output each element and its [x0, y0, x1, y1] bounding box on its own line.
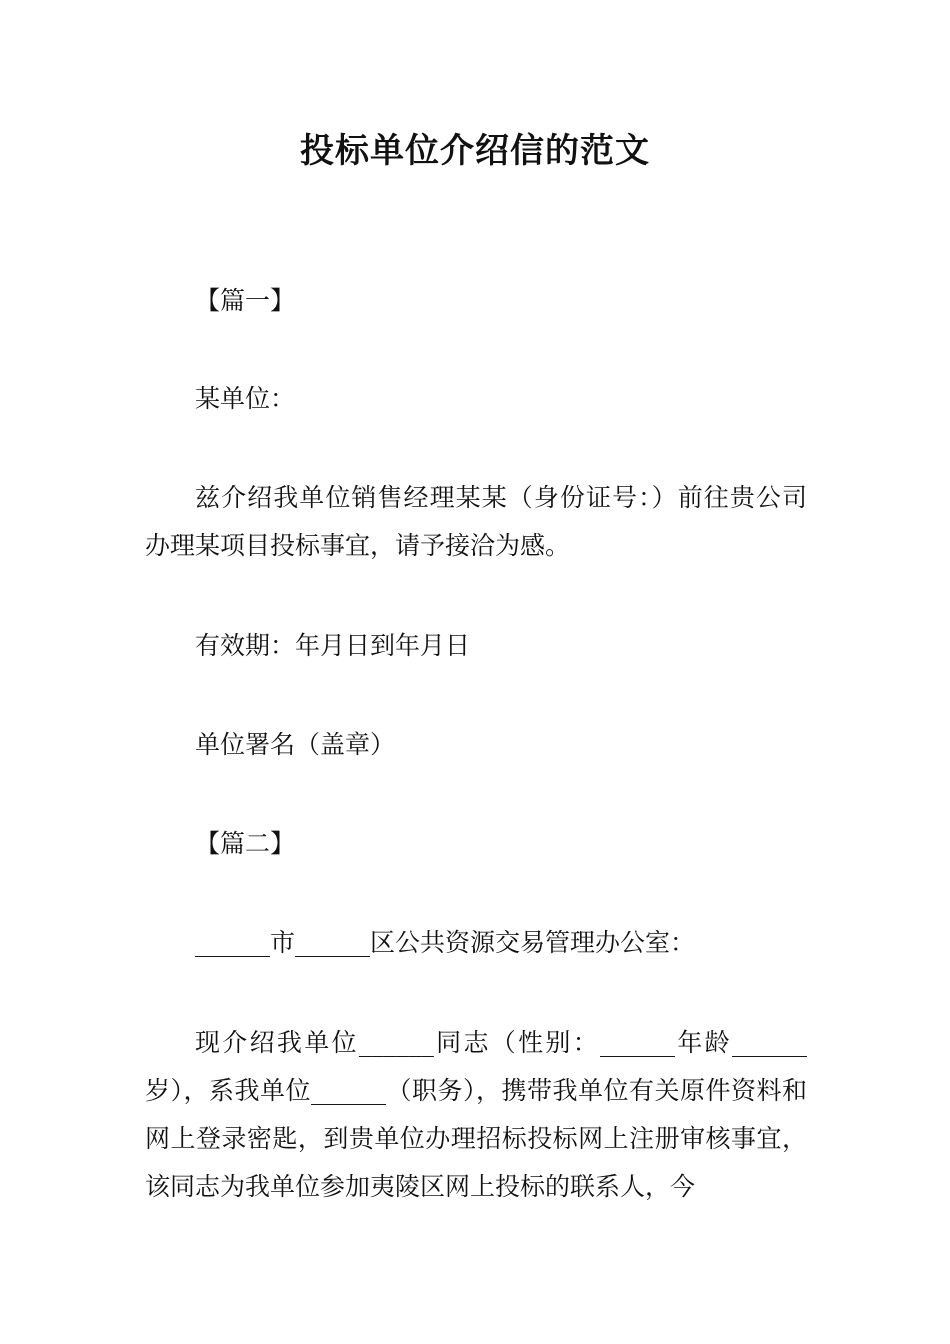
salutation: 某单位：	[195, 384, 296, 413]
validity-period: 有效期：年月日到年月日	[195, 631, 471, 660]
document-title: 投标单位介绍信的范文	[300, 131, 650, 171]
signature-line: 单位署名（盖章）	[195, 730, 396, 759]
section-heading-2: 【篇二】	[195, 829, 296, 858]
introduction-paragraph: 兹介绍我单位销售经理某某（身份证号：）前往贵公司办理某项目投标事宜，请予接洽为感。	[145, 483, 807, 560]
section-heading-1: 【篇一】	[195, 286, 296, 315]
body-paragraph: 现介绍我单位______同志（性别：______年龄______岁），系我单位______（职务），携带我单位有关原件资料和网上登录密匙，到贵单位办理招标投标网上注册审核事宜，该同志为我单位参加夷陵区网上投标的联系人，今	[145, 1028, 807, 1201]
recipient-line: ______市______区公共资源交易管理办公室：	[195, 928, 696, 957]
